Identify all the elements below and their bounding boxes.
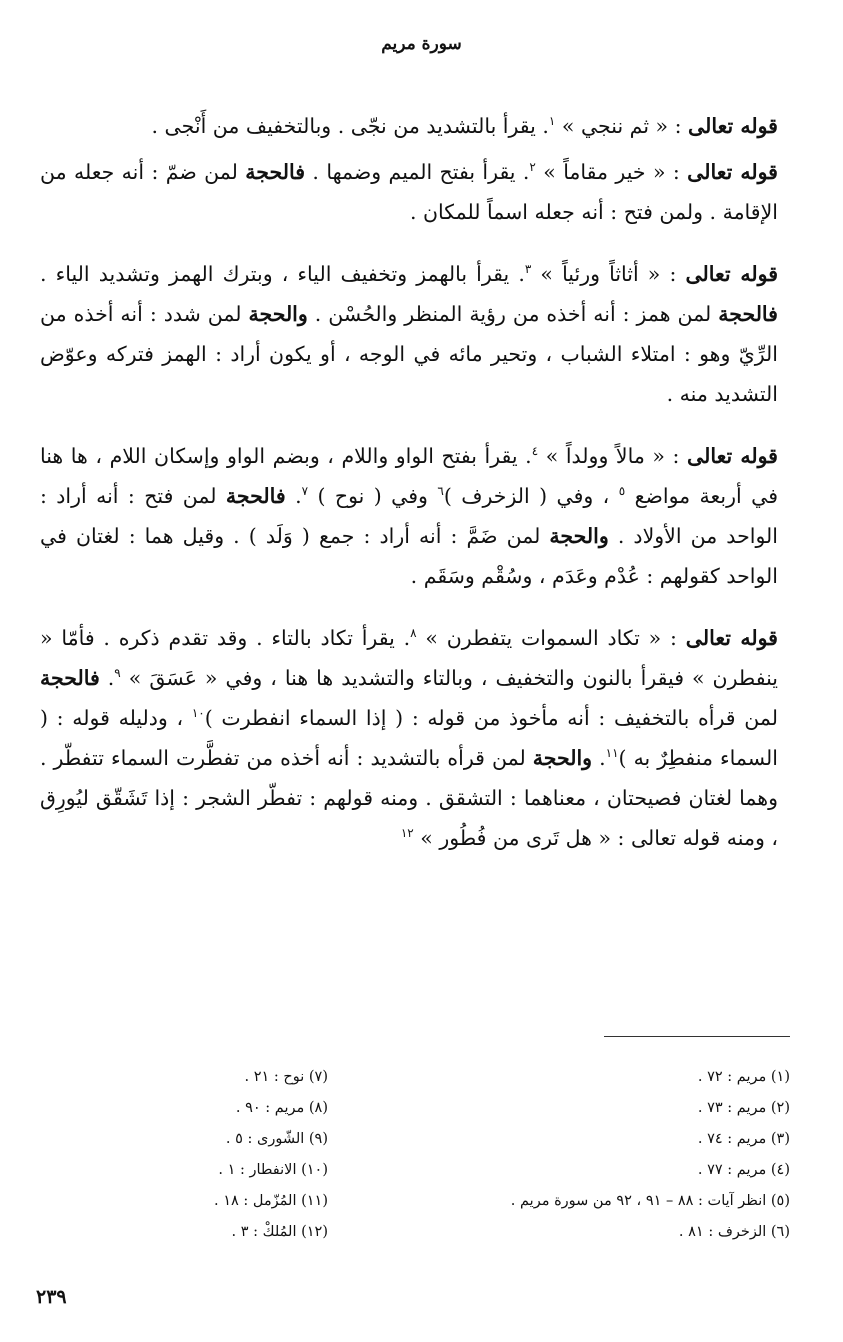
paragraph-4 [40, 436, 778, 596]
paragraph-text: لمن قرأه بالتخفيف : أنه مأخوذ من قوله : ( إذا السماء انفطرت ) [204, 706, 778, 730]
running-header: سورة مريم [381, 34, 462, 54]
verse-lead: قوله تعالى [685, 262, 778, 286]
footnote-ref: ١ [548, 114, 556, 129]
paragraph-3 [40, 254, 778, 414]
argument-keyword: والحجة [532, 746, 593, 770]
paragraph-text: . [295, 484, 302, 508]
footnote-ref: ٤ [531, 444, 539, 459]
paragraph-text: . يقرأ بالهمز وتخفيف الياء ، وبترك الهمز وتشديد الياء . [40, 262, 525, 286]
footnote-item: (٧) نوح : ٢١ . [244, 1069, 328, 1085]
footnote-ref: ٧ [301, 484, 309, 499]
footnote-item: (٣) مريم : ٧٤ . [697, 1131, 790, 1147]
footnote-ref: ٥ [618, 484, 626, 499]
footnotes-right-column [455, 1062, 790, 1248]
paragraph-text: لمن فتح : أنه أراد : الواحد من الأولاد . [40, 484, 778, 548]
paragraph-text: . يقرأ تكاد بالتاء . وقد تقدم ذكره . فأمّا « ينفطرن » فيقرأ بالنون والتخفيف ، وبالتاء والتشديد ها هنا ، وفي « عَسَقَ » [40, 626, 778, 690]
argument-keyword: والحجة [549, 524, 609, 548]
paragraph-text: لمن شدد : أنه أخذه من الرِّيّ وهو : امتلاء الشباب ، وتحير مائه في الوجه ، أو يكون أراد : الهمز فتركه وعوّض التشديد منه . [40, 302, 779, 406]
verse-lead: قوله تعالى [688, 114, 778, 138]
paragraph-5 [40, 618, 778, 858]
paragraph-text: . يقرأ بفتح الميم وضمها . [312, 160, 530, 184]
main-text [40, 106, 778, 880]
footnote-item: (٩) الشّورى : ٥ . [225, 1131, 328, 1147]
paragraph-text: . [599, 746, 606, 770]
argument-keyword: فالحجة [718, 302, 778, 326]
paragraph-text: ، وفي ( الزخرف ) [443, 484, 610, 508]
footnote-ref: ٩ [114, 666, 121, 681]
page-number: ٢٣٩ [36, 1286, 67, 1308]
verse-quote: : « تكاد السموات يتفطرن » [425, 626, 677, 650]
footnote-ref: ١١ [605, 746, 619, 761]
verse-lead: قوله تعالى [685, 626, 778, 650]
footnote-ref: ٨ [410, 626, 417, 641]
paragraph-text: لمن ضمّ : أنه جعله من الإقامة . ولمن فتح : أنه جعله اسماً للمكان . [40, 160, 778, 224]
footnote-item: (١٢) المُلكْ : ٣ . [231, 1224, 328, 1240]
footnote-ref: ١٢ [400, 826, 414, 841]
paragraph-text: لمن قرأه بالتشديد : أنه أخذه من تفطَّرت السماء تتفطّر . وهما لغتان فصيحتان ، معناهما : التشقق . ومنه قولهم : تفطّر الشجر : إذا تَشَقّق ليُورِق ، ومنه قوله تعالى : « هل تَرى من فُطُور » [40, 746, 778, 850]
verse-quote: : « ثم ننجي » [561, 114, 682, 138]
verse-quote: : « مالاً وولداً » [545, 444, 680, 468]
paragraph-text: ، ودليله قوله : ( السماء منفطِرٌ به ) [40, 706, 778, 770]
footnote-divider [604, 1036, 790, 1037]
argument-keyword: فالحجة [225, 484, 286, 508]
footnote-ref: ٦ [437, 484, 444, 499]
paragraph-text: لمن همز : أنه أخذه من رؤية المنظر والحُسْن . [314, 302, 712, 326]
footnote-ref: ١٠ [191, 706, 205, 721]
footnote-item: (٥) انظر آيات : ٨٨ – ٩١ ، ٩٢ من سورة مريم . [510, 1193, 790, 1209]
footnote-item: (١١) المُزّمل : ١٨ . [214, 1193, 328, 1209]
paragraph-text: . يقرأ بفتح الواو واللام ، وبضم الواو وإسكان اللام ، ها هنا في أربعة مواضع [40, 444, 778, 508]
argument-keyword: فالحجة [245, 160, 306, 184]
argument-keyword: والحجة [248, 302, 308, 326]
paragraph-1 [40, 106, 778, 146]
footnote-item: (١٠) الانفطار : ١ . [218, 1162, 328, 1178]
footnote-ref: ٣ [524, 262, 532, 277]
footnote-item: (٤) مريم : ٧٧ . [697, 1162, 790, 1178]
paragraph-text: . يقرأ بالتشديد من نجّى . وبالتخفيف من أَنْجى . [151, 114, 549, 138]
verse-lead: قوله تعالى [687, 160, 778, 184]
verse-lead: قوله تعالى [686, 444, 778, 468]
footnote-item: (٢) مريم : ٧٣ . [697, 1100, 790, 1116]
paragraph-text: وفي ( نوح ) [317, 484, 428, 508]
footnotes-left-column [180, 1062, 328, 1248]
paragraph-2 [40, 152, 778, 232]
verse-quote: : « أثاثاً ورئياً » [540, 262, 677, 286]
paragraph-text: لمن ضَمَّ : أنه أراد : جمع ( وَلَد ) . وقيل هما : لغتان في الواحد كقولهم : عُدْم وعَدَم ، وسُقْم وسَقَم . [40, 524, 778, 588]
argument-keyword: فالحجة [40, 666, 100, 690]
footnote-item: (١) مريم : ٧٢ . [697, 1069, 790, 1085]
verse-quote: : « خير مقاماً » [543, 160, 680, 184]
footnote-ref: ٢ [529, 160, 536, 175]
footnote-item: (٨) مريم : ٩٠ . [235, 1100, 328, 1116]
footnote-item: (٦) الزخرف : ٨١ . [678, 1224, 790, 1240]
paragraph-text: . [107, 666, 115, 690]
